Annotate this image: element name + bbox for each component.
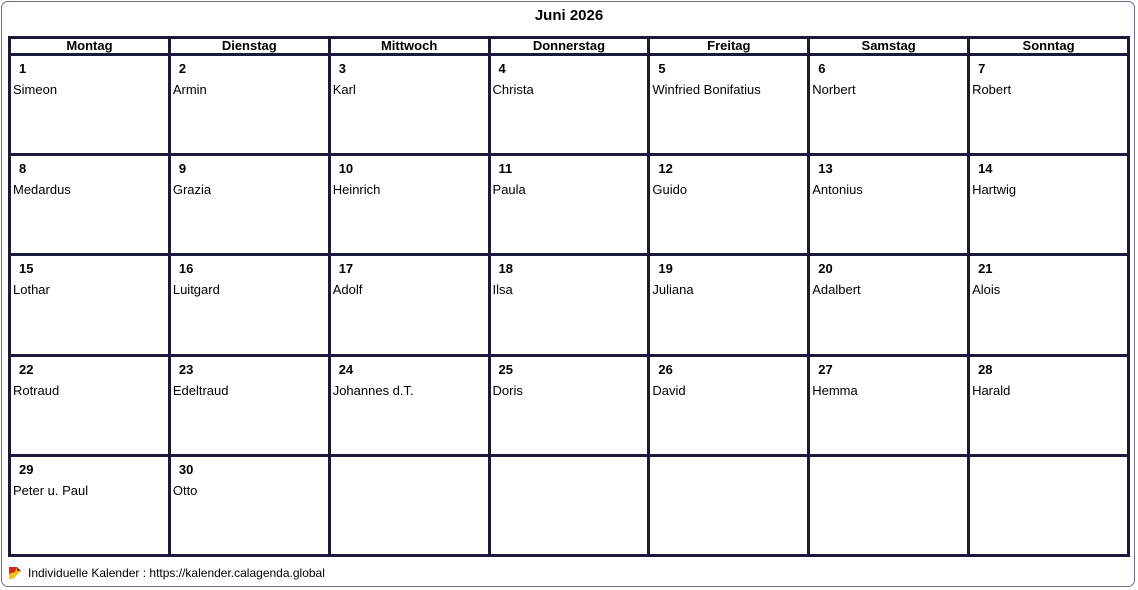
name-day-label [331,477,488,483]
weekday-header: Donnerstag [489,38,649,55]
day-number: 27 [818,361,833,377]
footer-text: Individuelle Kalender : https://kalender.calagenda.global [28,566,325,580]
day-cell [329,55,489,155]
name-day-label: Antonius [812,182,863,198]
empty-day-cell [649,455,809,555]
day-cell [10,155,170,255]
name-day-label: Simeon [13,82,58,97]
name-day-label: Hemma [812,382,858,398]
day-number: 3 [338,61,346,76]
name-day-label: Paula [492,182,526,198]
weekday-header: Montag [10,38,170,55]
day-number: 16 [178,261,194,277]
day-number: 9 [178,161,187,177]
day-cell [969,355,1129,455]
day-number: 18 [498,261,513,277]
day-number: 1 [19,61,27,76]
day-cell [169,355,329,455]
week-row [10,155,1129,255]
day-number: 17 [338,261,354,277]
name-day-label: Grazia [172,182,212,198]
weekday-header: Mittwoch [329,38,489,55]
day-cell [649,355,809,455]
name-day-label: Hartwig [972,182,1017,198]
day-number: 23 [178,361,194,377]
day-number [970,457,1127,477]
week-row [10,55,1129,155]
name-day-label: Armin [172,82,207,97]
name-day-label: Juliana [652,282,694,298]
day-number: 22 [19,361,34,377]
week-row [10,455,1129,555]
day-cell [489,355,649,455]
day-number: 4 [498,61,506,76]
day-number: 5 [658,61,666,76]
day-cell [169,455,329,555]
week-row [10,255,1129,355]
day-number: 30 [178,461,194,477]
day-cell [169,255,329,355]
day-number [491,457,648,477]
name-day-label [491,477,648,483]
name-day-label: Christa [492,82,534,97]
name-day-label: Adalbert [812,282,861,298]
day-cell [489,255,649,355]
name-day-label: Otto [172,482,198,498]
day-number: 13 [818,161,833,177]
day-cell [169,55,329,155]
day-number: 12 [658,161,673,177]
name-day-label: Peter u. Paul [13,482,89,498]
weekday-header: Samstag [809,38,969,55]
day-cell [10,355,170,455]
day-cell [329,355,489,455]
day-number: 10 [338,161,354,177]
name-day-label [650,477,807,483]
day-number: 24 [338,361,354,377]
day-number: 14 [978,161,993,177]
name-day-label: David [652,382,686,398]
day-cell [809,155,969,255]
name-day-label: Adolf [332,282,363,298]
day-cell [10,255,170,355]
name-day-label: Luitgard [172,282,220,298]
name-day-label: Guido [652,182,688,198]
day-cell [489,155,649,255]
day-cell [969,55,1129,155]
name-day-label: Lothar [13,282,50,298]
day-number: 7 [978,61,986,76]
name-day-label: Karl [332,82,356,97]
day-number: 11 [498,161,513,177]
weekday-header-row [10,38,1129,55]
day-number: 26 [658,361,673,377]
weekday-header: Sonntag [969,38,1129,55]
day-number: 19 [658,261,673,277]
day-number: 29 [19,461,34,477]
empty-day-cell [329,455,489,555]
name-day-label: Johannes d.T. [332,382,414,398]
name-day-label [810,477,967,483]
day-number: 15 [19,261,34,277]
day-cell [809,55,969,155]
day-cell [489,55,649,155]
weekday-header: Freitag [649,38,809,55]
day-cell [649,155,809,255]
empty-day-cell [809,455,969,555]
day-cell [169,155,329,255]
name-day-label [970,477,1127,483]
day-number: 20 [818,261,833,277]
day-number: 6 [818,61,826,76]
calendar-title: Juni 2026 [534,7,604,24]
day-cell [329,255,489,355]
day-cell [809,255,969,355]
day-cell [809,355,969,455]
name-day-label: Medardus [13,182,71,198]
name-day-label: Winfried Bonifatius [652,82,761,97]
day-number [650,457,807,477]
name-day-label: Doris [492,382,523,398]
day-number: 21 [978,261,993,277]
name-day-label: Alois [972,282,1001,298]
day-cell [649,55,809,155]
day-number: 28 [978,361,993,377]
weekday-header: Dienstag [169,38,329,55]
name-day-label: Ilsa [492,282,513,298]
day-number: 25 [498,361,513,377]
footer [8,566,325,580]
empty-day-cell [489,455,649,555]
name-day-label: Robert [972,82,1012,97]
day-cell [969,155,1129,255]
day-cell [10,455,170,555]
name-day-label: Edeltraud [172,382,229,398]
day-number: 2 [178,61,187,76]
day-number [331,457,488,477]
day-cell [329,155,489,255]
day-cell [969,255,1129,355]
day-cell [649,255,809,355]
name-day-label: Heinrich [332,182,381,198]
calendar-logo-icon [8,566,22,580]
empty-day-cell [969,455,1129,555]
name-day-label: Harald [972,382,1011,398]
name-day-label: Norbert [812,82,856,97]
day-number: 8 [19,161,27,177]
week-row [10,355,1129,455]
name-day-label: Rotraud [13,382,60,398]
calendar-grid [8,36,1130,557]
day-number [810,457,967,477]
day-cell [10,55,170,155]
